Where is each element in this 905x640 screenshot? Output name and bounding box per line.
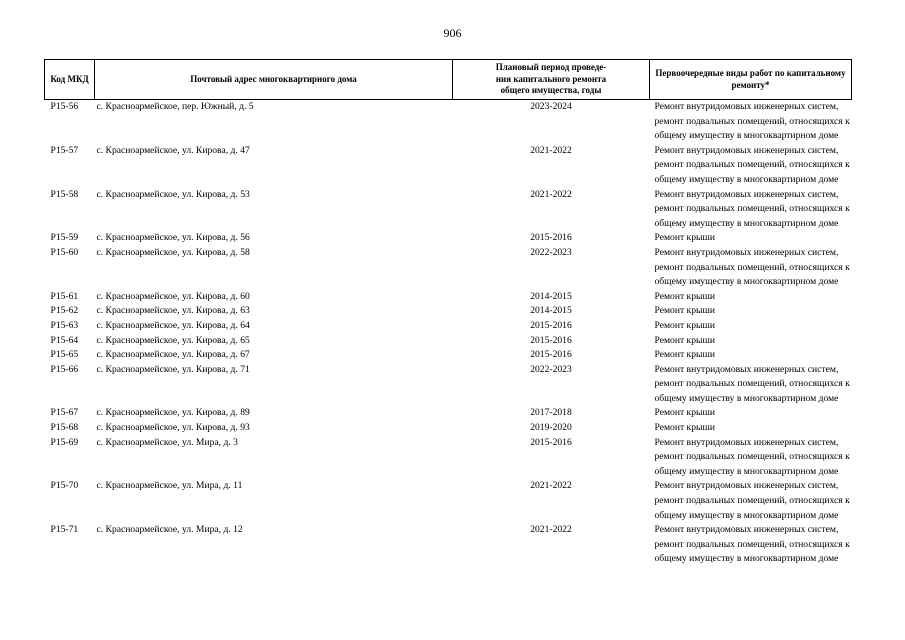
header-works-line: ремонту* [731, 79, 770, 90]
house-code: P15-70 [50, 480, 79, 492]
repair-period: 2019-2020 [530, 422, 572, 434]
header-works-line: Первоочередные виды работ по капитальному [655, 68, 846, 78]
table-row [45, 436, 852, 480]
house-code: P15-60 [50, 246, 79, 258]
repair-period: 2015-2016 [530, 232, 572, 244]
repair-period: 2021-2022 [530, 144, 572, 156]
repair-works-line: ремонт подвальных помещений, относящихся к [654, 203, 850, 215]
house-code: P15-64 [50, 334, 79, 346]
repair-works [650, 406, 852, 421]
table-row [45, 363, 852, 407]
repair-period: 2015-2016 [530, 334, 572, 346]
repair-works-line: общему имуществу в многоквартирном доме [654, 217, 839, 229]
house-code: P15-61 [50, 290, 79, 302]
repair-works-line: Ремонт крыши [654, 232, 715, 244]
header-works [650, 60, 852, 100]
house-address: с. Красноармейское, ул. Кирова, д. 89 [96, 407, 250, 419]
header-period [453, 60, 650, 100]
table-row [45, 348, 852, 363]
house-address: с. Красноармейское, ул. Кирова, д. 71 [96, 363, 250, 375]
repair-period: 2015-2016 [530, 349, 572, 361]
table-row [45, 406, 852, 421]
house-address: с. Красноармейское, ул. Кирова, д. 56 [96, 232, 250, 244]
table-row [45, 523, 852, 567]
repair-period: 2014-2015 [530, 305, 572, 317]
repair-works [650, 290, 852, 305]
repair-period: 2022-2023 [530, 363, 572, 375]
page-number: 906 [443, 26, 462, 40]
house-address: с. Красноармейское, ул. Мира, д. 11 [96, 480, 243, 492]
repair-works-line: Ремонт крыши [654, 290, 715, 302]
repair-works-line: ремонт подвальных помещений, относящихся к [654, 115, 850, 127]
house-address: с. Красноармейское, ул. Кирова, д. 67 [96, 349, 250, 361]
repair-works-line: Ремонт внутридомовых инженерных систем, [654, 524, 839, 536]
house-code: P15-63 [50, 319, 79, 331]
repair-works-line: общему имуществу в многоквартирном доме [654, 509, 839, 521]
repair-works-line: общему имуществу в многоквартирном доме [654, 276, 839, 288]
table-row [45, 246, 852, 290]
repair-works-line: ремонт подвальных помещений, относящихся к [654, 495, 850, 507]
repair-works [650, 363, 852, 407]
house-address: с. Красноармейское, ул. Кирова, д. 47 [96, 144, 250, 156]
repair-works-line: общему имуществу в многоквартирном доме [654, 130, 839, 142]
house-address: с. Красноармейское, ул. Кирова, д. 63 [96, 305, 250, 317]
repair-works-line: ремонт подвальных помещений, относящихся к [654, 378, 850, 390]
repair-works-line: Ремонт внутридомовых инженерных систем, [654, 101, 839, 112]
repair-works-line: Ремонт внутридомовых инженерных систем, [654, 144, 839, 156]
house-code: P15-59 [50, 232, 79, 244]
repair-works-line: Ремонт внутридомовых инженерных систем, [654, 188, 839, 200]
table-body [45, 100, 852, 568]
repair-works-line: общему имуществу в многоквартирном доме [654, 465, 839, 477]
repair-works [650, 188, 852, 232]
repair-period: 2021-2022 [530, 480, 572, 492]
repair-period: 2021-2022 [530, 524, 572, 536]
house-code: P15-62 [50, 305, 79, 317]
repair-period: 2023-2024 [530, 101, 572, 112]
house-code: P15-58 [50, 188, 79, 200]
repair-period: 2014-2015 [530, 290, 572, 302]
repair-works-line: Ремонт внутридомовых инженерных систем, [654, 246, 839, 258]
repair-works-line: ремонт подвальных помещений, относящихся к [654, 159, 850, 171]
header-period-line: Плановый период проведе- [495, 62, 607, 73]
table-row [45, 188, 852, 232]
house-address: с. Красноармейское, ул. Кирова, д. 53 [96, 188, 250, 200]
table-row [45, 144, 852, 188]
housing-repair-table [44, 59, 852, 567]
repair-works-line: Ремонт внутридомовых инженерных систем, [654, 363, 839, 375]
repair-works [650, 348, 852, 363]
house-code: P15-67 [50, 407, 79, 419]
header-code: Код МКД [45, 60, 95, 100]
house-address: с. Красноармейское, ул. Кирова, д. 65 [96, 334, 250, 346]
repair-works [650, 479, 852, 523]
repair-works [650, 231, 852, 246]
repair-works-line: Ремонт крыши [654, 349, 715, 361]
repair-works [650, 421, 852, 436]
repair-period: 2022-2023 [530, 246, 572, 258]
repair-works [650, 144, 852, 188]
table-row [45, 319, 852, 334]
repair-works-line: Ремонт внутридомовых инженерных систем, [654, 436, 839, 448]
house-code: P15-66 [50, 363, 79, 375]
house-code: P15-56 [50, 101, 79, 112]
table-row [45, 231, 852, 246]
repair-works-line: ремонт подвальных помещений, относящихся к [654, 261, 850, 273]
house-code: P15-71 [50, 524, 79, 536]
house-code: P15-65 [50, 349, 79, 361]
repair-works-line: общему имуществу в многоквартирном доме [654, 173, 839, 185]
house-code: P15-68 [50, 422, 79, 434]
repair-works-line: Ремонт крыши [654, 422, 715, 434]
repair-works [650, 319, 852, 334]
repair-works-line: Ремонт крыши [654, 407, 715, 419]
repair-works-line: общему имуществу в многоквартирном доме [654, 553, 839, 565]
house-address: с. Красноармейское, ул. Мира, д. 3 [96, 436, 238, 448]
header-period-line: ния капитального ремонта [495, 73, 607, 84]
repair-works-line: Ремонт внутридомовых инженерных систем, [654, 480, 839, 492]
house-address: с. Красноармейское, ул. Мира, д. 12 [96, 524, 243, 536]
repair-works [650, 304, 852, 319]
repair-works [650, 100, 852, 144]
repair-works [650, 436, 852, 480]
repair-works-line: Ремонт крыши [654, 319, 715, 331]
house-address: с. Красноармейское, ул. Кирова, д. 58 [96, 246, 250, 258]
repair-works-line: Ремонт крыши [654, 334, 715, 346]
table-row [45, 334, 852, 349]
repair-works [650, 246, 852, 290]
repair-period: 2015-2016 [530, 319, 572, 331]
repair-works-line: ремонт подвальных помещений, относящихся к [654, 538, 850, 550]
repair-period: 2021-2022 [530, 188, 572, 200]
repair-works-line: Ремонт крыши [654, 305, 715, 317]
table-row [45, 479, 852, 523]
house-address: с. Красноармейское, ул. Кирова, д. 60 [96, 290, 250, 302]
house-address: с. Красноармейское, пер. Южный, д. 5 [96, 101, 254, 112]
table-row [45, 304, 852, 319]
header-period-line: общего имущества, годы [500, 85, 602, 96]
header-address: Почтовый адрес многоквартирного дома [95, 60, 453, 100]
table-row [45, 100, 852, 144]
house-code: P15-69 [50, 436, 79, 448]
repair-period: 2015-2016 [530, 436, 572, 448]
table-row [45, 290, 852, 305]
repair-period: 2017-2018 [530, 407, 572, 419]
repair-works [650, 334, 852, 349]
house-address: с. Красноармейское, ул. Кирова, д. 93 [96, 422, 250, 434]
house-code: P15-57 [50, 144, 79, 156]
repair-works-line: общему имуществу в многоквартирном доме [654, 392, 839, 404]
table-header [45, 60, 852, 100]
house-address: с. Красноармейское, ул. Кирова, д. 64 [96, 319, 250, 331]
table-row [45, 421, 852, 436]
repair-works-line: ремонт подвальных помещений, относящихся к [654, 451, 850, 463]
repair-works [650, 523, 852, 567]
